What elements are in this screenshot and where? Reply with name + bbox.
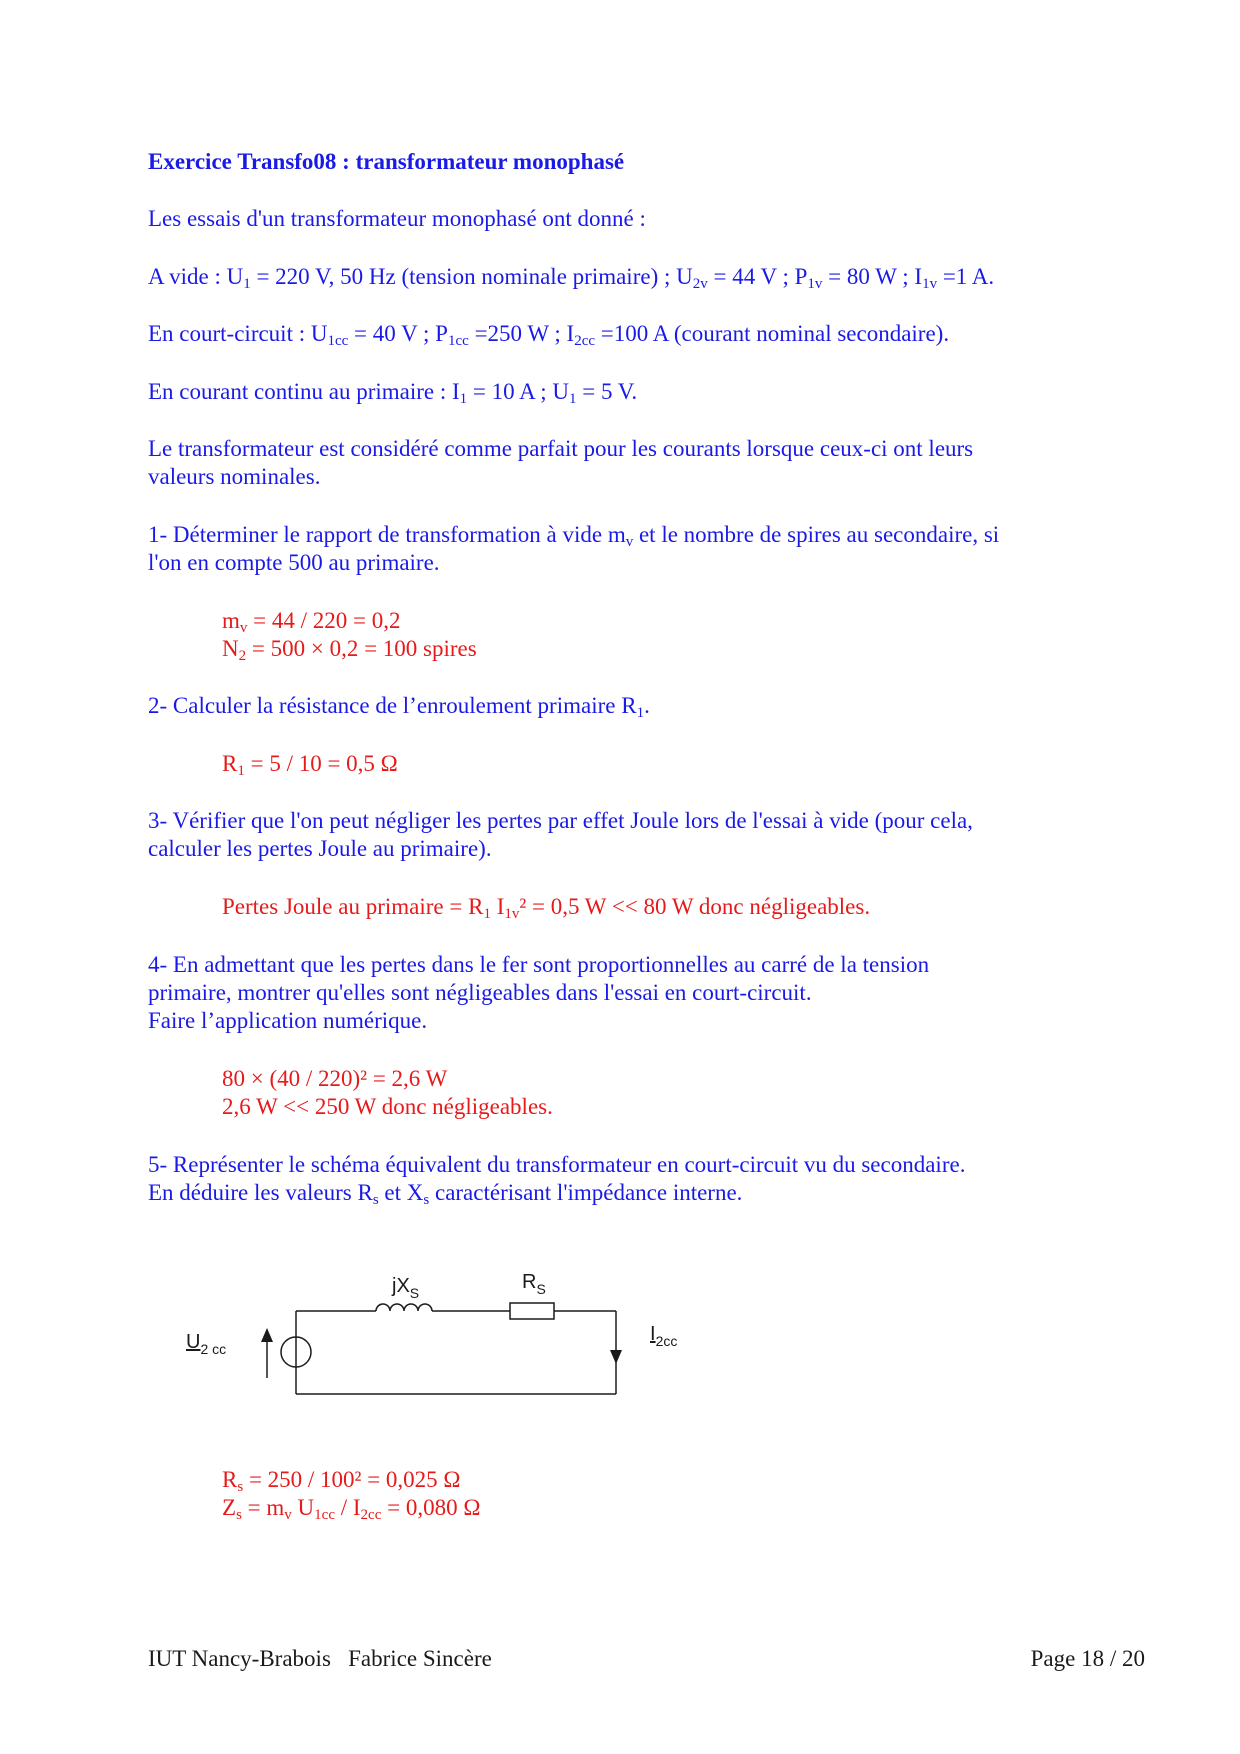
inductor-symbol bbox=[376, 1304, 432, 1311]
test-dc: En courant continu au primaire : $I_1 = 10$ A ; $U_1 = 5$ V. bbox=[148, 379, 638, 407]
label-i2cc: $I_{2cc}$ bbox=[650, 1323, 678, 1349]
footer-page-number: Page 18 / 20 bbox=[1030, 1646, 1145, 1671]
voltage-arrow-head bbox=[261, 1328, 273, 1342]
test-no-load: A vide : $U_1 = 220$ V, 50 Hz (tension nominale primaire) ; $U_{2v} = 44$ V ; $P_{1v} = 80$ W ; $I_{1v} =1$ A. bbox=[148, 264, 995, 292]
answer-2: $R_1 = 5 / 10 = 0,5$ Ω bbox=[222, 751, 398, 779]
question-2: 2- Calculer la résistance de l’enroulement primaire $R_1$. bbox=[148, 693, 650, 721]
label-u2cc: $U_{2 cc}$ bbox=[186, 1331, 227, 1357]
answer-4b: 2,6 W << 250 W donc négligeables. bbox=[222, 1094, 553, 1119]
question-5: 5- Représenter le schéma équivalent du transformateur en court-circuit vu du secondaire. bbox=[148, 1152, 966, 1177]
question-4-line-2: primaire, montrer qu'elles sont négligeables dans l'essai en court-circuit. bbox=[148, 980, 812, 1005]
question-3: 3- Vérifier que l'on peut négliger les pertes par effet Joule lors de l'essai à vide (pour cela, bbox=[148, 808, 973, 833]
exercise-title: Exercice Transfo08 : transformateur monophasé bbox=[148, 149, 625, 174]
question-5-line-2: En déduire les valeurs $R_s$ et $X_s$ caractérisant l'impédance interne. bbox=[148, 1180, 743, 1208]
resistor-symbol bbox=[510, 1303, 554, 1319]
answer-1b: $N_2 = 500 \times 0,2 = 100$ spires bbox=[222, 636, 477, 664]
label-rs: $R_S$ bbox=[522, 1271, 546, 1297]
question-4: 4- En admettant que les pertes dans le fer sont proportionnelles au carré de la tension bbox=[148, 952, 930, 977]
question-3-line-2: calculer les pertes Joule au primaire). bbox=[148, 836, 492, 861]
question-1-line-2: l'on en compte 500 au primaire. bbox=[148, 550, 440, 575]
answer-5b: $Z_s = m_v$ $U_{1cc} / I_{2cc} = 0,080$ Ω bbox=[222, 1495, 481, 1523]
footer-author: IUT Nancy-Brabois Fabrice Sincère bbox=[148, 1646, 492, 1671]
parfait-line-2: valeurs nominales. bbox=[148, 464, 321, 489]
answer-5a: $R_s = 250 / 100^2 = 0,025$ Ω bbox=[222, 1467, 461, 1495]
intro-text: Les essais d'un transformateur monophasé ont donné : bbox=[148, 206, 646, 231]
question-4-line-3: Faire l’application numérique. bbox=[148, 1008, 428, 1033]
current-arrow-head bbox=[610, 1350, 622, 1364]
question-1: 1- Déterminer le rapport de transformation à vide $m_v$ et le nombre de spires au secondaire, si bbox=[148, 522, 1000, 550]
answer-3: Pertes Joule au primaire = $R_1$ $I_{1v}^2 = 0,5$ W << 80 W donc négligeables. bbox=[222, 894, 871, 922]
parfait-line-1: Le transformateur est considéré comme parfait pour les courants lorsque ceux-ci ont leurs bbox=[148, 436, 974, 461]
equivalent-circuit-diagram bbox=[170, 1268, 710, 1428]
test-short-circuit: En court-circuit : $U_{1cc} = 40$ V ; $P_{1cc} =250$ W ; $I_{2cc} =100$ A (courant nominal secondaire). bbox=[148, 321, 950, 349]
label-jxs: $jX_S$ bbox=[392, 1275, 420, 1301]
answer-1a: $m_v = 44 / 220 = 0,2$ bbox=[222, 608, 401, 636]
answer-4a: 80 × (40 / 220)² = 2,6 W bbox=[222, 1066, 448, 1091]
